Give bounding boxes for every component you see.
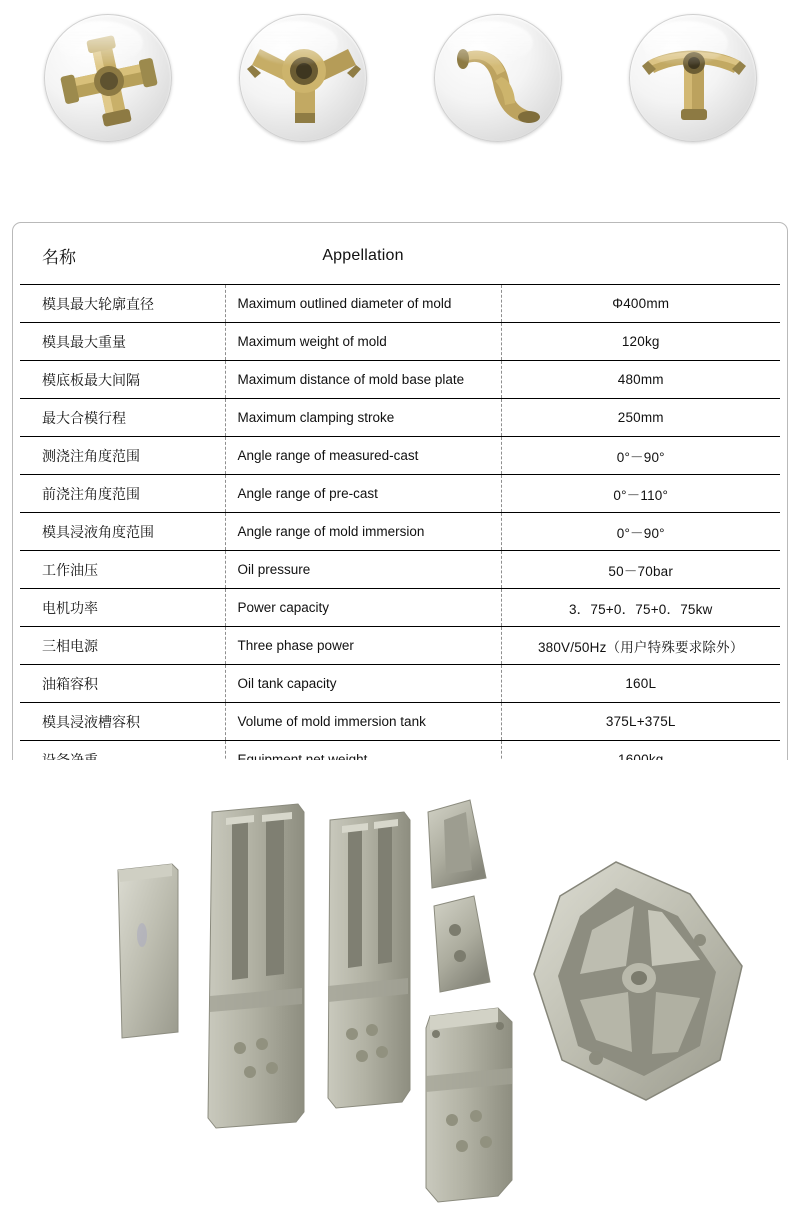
row-label-cn: 前浇注角度范围 [20,475,225,513]
row-label-en: Maximum outlined diameter of mold [225,285,501,323]
table-row [20,589,780,627]
table-header-row [20,229,780,285]
table-row [20,399,780,437]
row-value: 480mm [501,361,780,399]
row-label-cn: 模具最大轮廓直径 [20,285,225,323]
row-label-cn: 工作油压 [20,551,225,589]
specification-card [12,222,788,826]
table-row [20,703,780,741]
gallery-item-cross-shaped-casting[interactable] [44,14,172,142]
table-row [20,627,780,665]
row-label-cn: 模具浸液角度范围 [20,513,225,551]
row-label-cn: 测浇注角度范围 [20,437,225,475]
castings-illustration [0,760,800,1211]
row-label-cn: 电机功率 [20,589,225,627]
row-value: 160L [501,665,780,703]
row-label-en: Oil tank capacity [225,665,501,703]
row-label-cn: 油箱容积 [20,665,225,703]
product-gallery [0,14,800,184]
tee-fitting-casting-icon [630,15,757,142]
row-label-en: Angle range of mold immersion [225,513,501,551]
casting-fork-bar-right [328,812,410,1108]
casting-wedge-top [428,800,486,888]
three-arm-hub-casting-icon [240,15,367,142]
row-label-en: Maximum distance of mold base plate [225,361,501,399]
row-value: 380V/50Hz（用户特殊要求除外） [501,627,780,665]
row-label-en: Three phase power [225,627,501,665]
row-value: 375L+375L [501,703,780,741]
header-name-cn: 名称 [42,248,76,267]
row-label-cn: 三相电源 [20,627,225,665]
table-row [20,437,780,475]
row-label-en: Angle range of measured-cast [225,437,501,475]
casting-wedge-middle [434,896,490,992]
row-value: 0°－90° [501,513,780,551]
row-label-cn: 模具最大重量 [20,323,225,361]
table-row [20,475,780,513]
header-value [501,229,780,285]
row-value: 250mm [501,399,780,437]
table-row [20,665,780,703]
gallery-item-tee-fitting-casting[interactable] [629,14,757,142]
row-label-en: Oil pressure [225,551,501,589]
table-row [20,361,780,399]
elbow-branch-casting-icon [435,15,562,142]
row-label-cn: 模具浸液槽容积 [20,703,225,741]
row-value: 0°－110° [501,475,780,513]
row-label-en: Angle range of pre-cast [225,475,501,513]
row-value: 50－70bar [501,551,780,589]
row-value: 3．75+0．75+0．75kw [501,589,780,627]
casting-fork-bar-left [208,804,304,1128]
casting-hex-mold-shell [534,862,742,1100]
specification-table [20,229,780,817]
table-row [20,551,780,589]
table-row [20,323,780,361]
row-label-en: Power capacity [225,589,501,627]
table-row [20,513,780,551]
row-label-cn: 模底板最大间隔 [20,361,225,399]
row-value: 0°－90° [501,437,780,475]
casting-base-plate [426,1008,512,1202]
row-value: Φ400mm [501,285,780,323]
header-name-en: Appellation [322,246,404,264]
row-label-en: Maximum weight of mold [225,323,501,361]
row-label-cn: 最大合模行程 [20,399,225,437]
row-label-en: Maximum clamping stroke [225,399,501,437]
row-value: 120kg [501,323,780,361]
casting-flat-slab [118,864,178,1038]
table-row [20,285,780,323]
gallery-item-elbow-branch-casting[interactable] [434,14,562,142]
gallery-item-three-arm-hub-casting[interactable] [239,14,367,142]
cross-shaped-casting-icon [45,15,172,142]
row-label-en: Volume of mold immersion tank [225,703,501,741]
castings-photo [0,760,800,1211]
